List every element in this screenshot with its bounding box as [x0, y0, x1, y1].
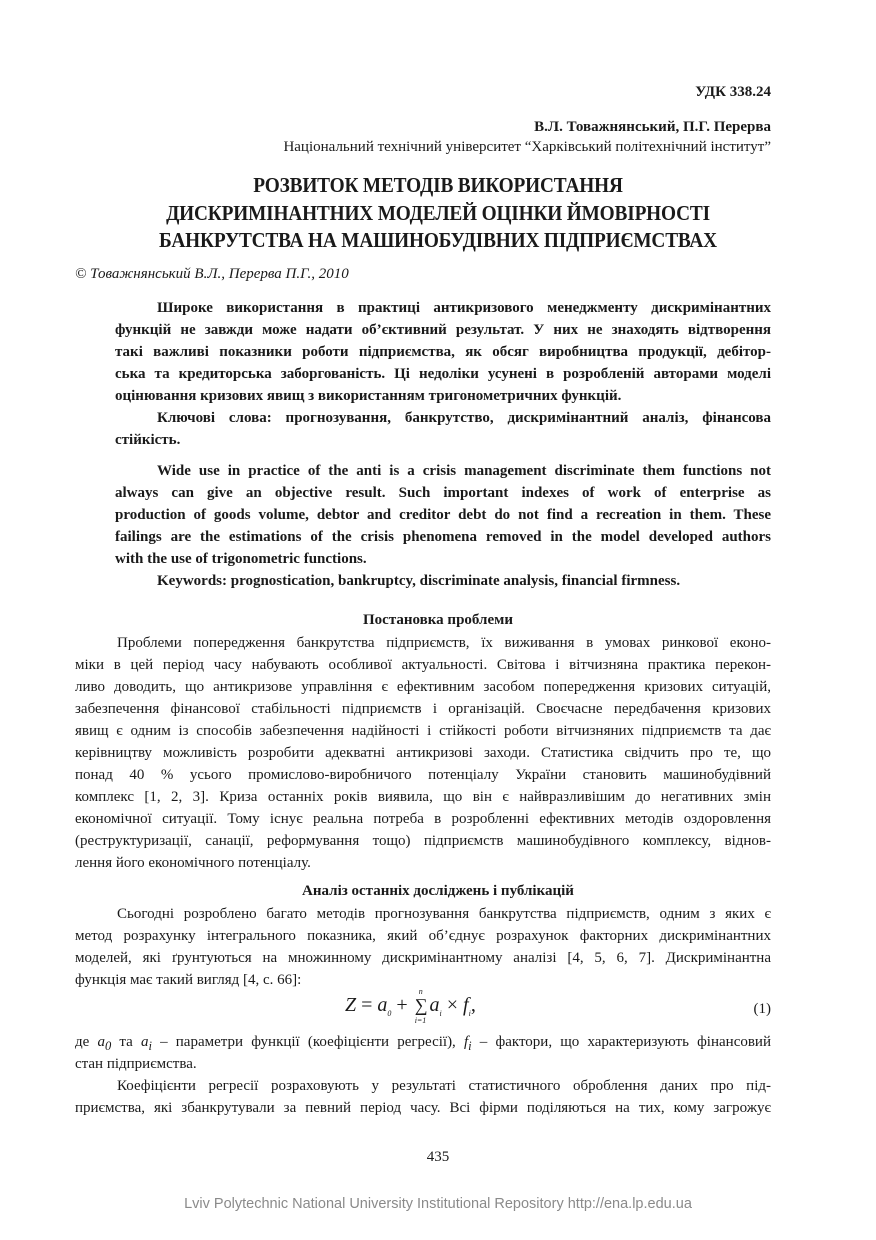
body-line: Проблеми попередження банкрутства підприємств, їх виживання в умовах ринкової еконо-: [117, 635, 771, 651]
section-literature-body: [75, 903, 771, 991]
formula-fi-sub: i: [468, 1009, 471, 1018]
abstract-ukrainian: [115, 297, 771, 451]
abstract-line: такі важливі показники роботи підприємства, як обсяг виробництва продукції, дебітор-: [115, 344, 771, 360]
keywords-ukrainian: Ключові слова: прогнозування, банкрутство, дискримінантний аналіз, фінансова: [157, 410, 771, 426]
body-line: (реструктуризації, санації, реформування тощо) підприємств машинобудівного комплексу, віднов-: [75, 833, 771, 849]
body-line: метод розрахунку інтегрального показника, який об’єднує розрахунок факторних дискримінантних: [75, 928, 771, 944]
abstract-line: ська та кредиторська заборгованість. Ці недоліки усунені в розробленій авторами моделі: [115, 366, 771, 382]
authors: В.Л. Товажнянський, П.Г. Перерва: [534, 119, 771, 135]
body-line: забезпечення фінансової стабільності підприємств і організацій. Своєчасне передбачення кризових: [75, 701, 771, 717]
var-ai-sub: i: [148, 1039, 152, 1053]
discriminant-formula: [345, 987, 476, 1025]
affiliation: Національний технічний університет “Харківський політехнічний інститут”: [283, 139, 771, 155]
section-coefficients-body: [75, 1031, 771, 1119]
page-number: 435: [426, 1149, 450, 1165]
body-line: Коефіцієнти регресії розраховують у результаті статистичного оброблення даних про під-: [117, 1078, 771, 1094]
body-line: явищ є одним із способів забезпечення надійності і стійкості роботи вітчизняних підприємств та дає: [75, 723, 771, 739]
title-line: ДИСКРИМІНАНТНИХ МОДЕЛЕЙ ОЦІНКИ ЙМОВІРНОСТІ: [166, 200, 710, 225]
body-line: економічної ситуації. Тому існує реальна потреба в розробленні ефективних методів оздоровлення: [75, 811, 771, 827]
text-run: – параметри функції (коефіцієнти регресії),: [151, 1034, 464, 1050]
abstract-line: with the use of trigonometric functions.: [115, 551, 367, 567]
keywords-english: Keywords: prognostication, bankruptcy, discriminate analysis, financial firmness.: [157, 573, 681, 589]
body-line: [75, 1031, 771, 1053]
body-line: Сьогодні розроблено багато методів прогнозування банкрутства підприємств, одним з яких є: [117, 906, 771, 922]
var-a0: a: [97, 1034, 105, 1050]
text-run: та: [111, 1034, 141, 1050]
equation-number: (1): [753, 1001, 771, 1017]
body-line: приємства, які збанкрутували за певний період часу. Всі фірми поділяються на тих, кому загрожує: [75, 1100, 771, 1116]
var-a0-sub: 0: [104, 1039, 112, 1053]
title-line: РОЗВИТОК МЕТОДІВ ВИКОРИСТАННЯ: [253, 173, 623, 197]
body-line: ливо доводить, що антикризове управління є ефективним засобом попередження кризових ситуацій,: [75, 679, 771, 695]
body-line: міки в цей період часу набувають особливої актуальності. Світова і вітчизняна практика перекон-: [75, 657, 771, 673]
formula-a0: a: [377, 994, 388, 1016]
abstract-line: Широке використання в практиці антикризового менеджменту дискримінантних: [157, 300, 771, 316]
abstract-line: always can give an objective result. Such important indexes of work of enterprise as: [115, 485, 771, 501]
body-line: комплекс [1, 2, 3]. Криза останніх років виявила, що він є найвразливішим до негативних змін: [75, 789, 771, 805]
sum-lower: i=1: [414, 1016, 427, 1025]
formula-ai: a: [429, 994, 440, 1016]
body-line: понад 40 % усього промислово-виробничого потенціалу України становить машинобудівний: [75, 767, 771, 783]
formula-times: ×: [446, 994, 459, 1016]
section-heading-literature: Аналіз останніх досліджень і публікацій: [302, 883, 574, 899]
sum-upper: n: [418, 987, 423, 996]
body-line: функція має такий вигляд [4, с. 66]:: [75, 972, 302, 988]
var-ai: a: [140, 1034, 149, 1050]
copyright: © Товажнянський В.Л., Перерва П.Г., 2010: [75, 266, 349, 282]
text-run: – фактори, що характеризують фінансовий: [471, 1034, 771, 1050]
text-run: де: [75, 1034, 98, 1050]
abstract-line: функцій не завжди може надати об’єктивний результат. У них не знаходять відтворення: [115, 322, 771, 338]
abstract-line: Wide use in practice of the anti is a crisis management discriminate them functions not: [157, 463, 771, 479]
formula-fi: f: [463, 994, 469, 1016]
title-line: БАНКРУТСТВА НА МАШИНОБУДІВНИХ ПІДПРИЄМСТВАХ: [159, 228, 717, 252]
section-heading-problem: Постановка проблеми: [363, 612, 513, 628]
abstract-line: failings are the estimations of the crisis phenomena removed in the model developed authors: [115, 529, 771, 545]
formula-plus: +: [396, 994, 408, 1016]
abstract-line: оцінювання кризових явищ з використанням тригонометричних функцій.: [115, 388, 622, 404]
formula-ai-sub: i: [439, 1009, 442, 1018]
section-problem-body: [75, 632, 771, 874]
udc-code: УДК 338.24: [695, 84, 771, 100]
paper-title: [35, 172, 841, 255]
formula-z: Z: [345, 994, 357, 1016]
keywords-ukrainian-cont: стійкість.: [115, 432, 181, 448]
body-line: лення його економічного потенціалу.: [75, 855, 311, 871]
body-line: стан підприємства.: [75, 1056, 197, 1072]
formula-comma: ,: [470, 994, 476, 1016]
abstract-english: [115, 460, 771, 592]
abstract-line: production of goods volume, debtor and creditor debt do not find a recreation in them. These: [115, 507, 771, 523]
var-fi: f: [463, 1034, 469, 1050]
body-line: керівництву можливість розробити адекватні антикризові заходи. Статистика свідчить про те, що: [75, 745, 771, 761]
formula-a0-sub: 0: [387, 1009, 392, 1018]
var-fi-sub: i: [468, 1039, 472, 1053]
body-line: моделей, які ґрунтуються на множинному дискримінантному аналізі [4, 5, 6, 7]. Дискримінантна: [75, 950, 771, 966]
sum-icon: ∑ n i=1: [414, 987, 428, 1025]
formula-equals: =: [361, 994, 373, 1016]
repository-footer: Lviv Polytechnic National University Institutional Repository http://ena.lp.edu.ua: [184, 1196, 692, 1212]
